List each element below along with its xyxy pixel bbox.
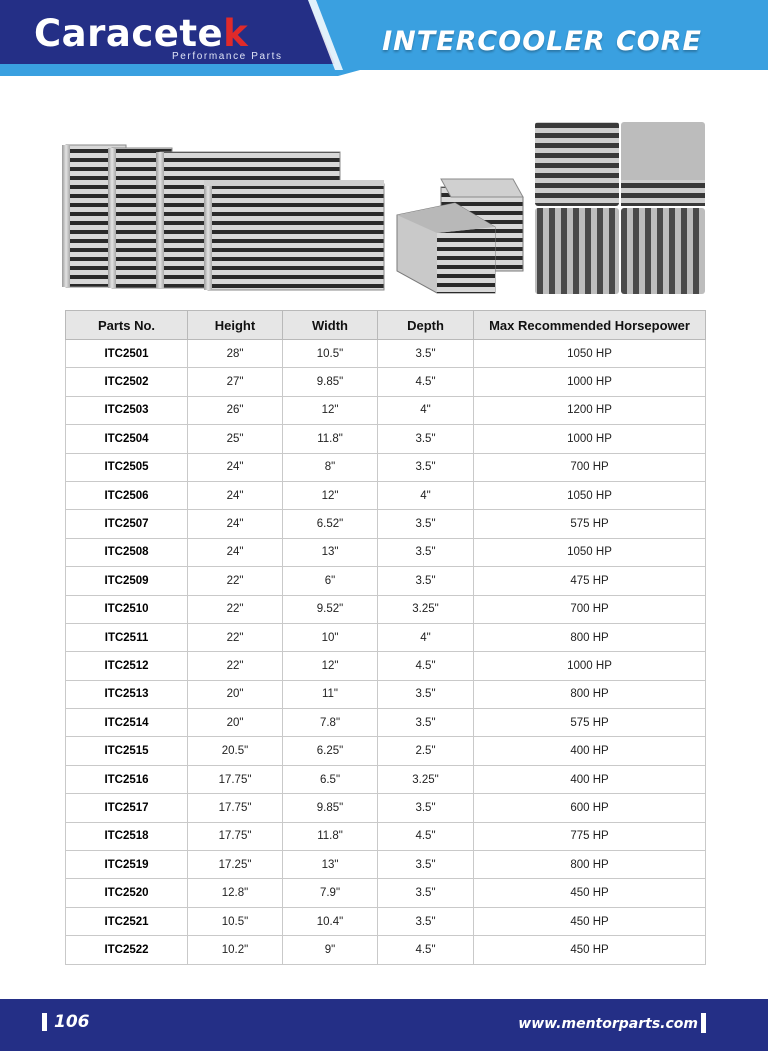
depth-cell: 3.25" — [378, 595, 474, 623]
brand-name-k: k — [223, 12, 249, 55]
width-cell: 10.5" — [283, 340, 378, 368]
depth-cell: 3.5" — [378, 453, 474, 481]
part-number-cell: ITC2522 — [66, 936, 188, 964]
width-cell: 11" — [283, 680, 378, 708]
depth-cell: 3.5" — [378, 680, 474, 708]
max-horsepower-cell: 1000 HP — [474, 425, 706, 453]
max-horsepower-cell: 1050 HP — [474, 481, 706, 509]
table-row — [66, 709, 706, 737]
max-horsepower-cell: 1200 HP — [474, 396, 706, 424]
table-row — [66, 851, 706, 879]
table-row — [66, 822, 706, 850]
header-height: Height — [188, 311, 283, 340]
depth-cell: 4.5" — [378, 652, 474, 680]
part-number-cell: ITC2520 — [66, 879, 188, 907]
website-url: www.mentorparts.com — [518, 1016, 698, 1032]
depth-cell: 3.5" — [378, 425, 474, 453]
max-horsepower-cell: 475 HP — [474, 567, 706, 595]
width-cell: 8" — [283, 453, 378, 481]
height-cell: 20.5" — [188, 737, 283, 765]
header-depth: Depth — [378, 311, 474, 340]
part-number-cell: ITC2516 — [66, 765, 188, 793]
table-row — [66, 907, 706, 935]
header-max-horsepower: Max Recommended Horsepower — [474, 311, 706, 340]
table-header-row — [66, 311, 706, 340]
width-cell: 6.5" — [283, 765, 378, 793]
width-cell: 13" — [283, 851, 378, 879]
part-number-cell: ITC2503 — [66, 396, 188, 424]
brand-logo — [34, 14, 248, 54]
width-cell: 9.85" — [283, 794, 378, 822]
brand-name: Caracete — [34, 12, 224, 55]
height-cell: 27" — [188, 368, 283, 396]
height-cell: 12.8" — [188, 879, 283, 907]
height-cell: 22" — [188, 623, 283, 651]
depth-cell: 3.5" — [378, 907, 474, 935]
page-title: INTERCOOLER CORE — [382, 26, 702, 57]
height-cell: 17.75" — [188, 765, 283, 793]
width-cell: 7.8" — [283, 709, 378, 737]
part-number-cell: ITC2517 — [66, 794, 188, 822]
width-cell: 12" — [283, 396, 378, 424]
table-row — [66, 396, 706, 424]
height-cell: 10.5" — [188, 907, 283, 935]
max-horsepower-cell: 1050 HP — [474, 340, 706, 368]
depth-cell: 3.5" — [378, 794, 474, 822]
table-row — [66, 652, 706, 680]
header-width: Width — [283, 311, 378, 340]
width-cell: 11.8" — [283, 425, 378, 453]
max-horsepower-cell: 1000 HP — [474, 368, 706, 396]
depth-cell: 4.5" — [378, 822, 474, 850]
max-horsepower-cell: 600 HP — [474, 794, 706, 822]
max-horsepower-cell: 575 HP — [474, 510, 706, 538]
width-cell: 9" — [283, 936, 378, 964]
table-body — [66, 340, 706, 965]
depth-cell: 2.5" — [378, 737, 474, 765]
table-row — [66, 567, 706, 595]
part-number-cell: ITC2501 — [66, 340, 188, 368]
depth-cell: 4" — [378, 481, 474, 509]
table-row — [66, 595, 706, 623]
table-row — [66, 623, 706, 651]
width-cell: 10.4" — [283, 907, 378, 935]
depth-cell: 4" — [378, 623, 474, 651]
height-cell: 17.75" — [188, 822, 283, 850]
footer-divider — [701, 1013, 706, 1033]
table-row — [66, 879, 706, 907]
max-horsepower-cell: 800 HP — [474, 851, 706, 879]
page-number: 106 — [42, 1013, 90, 1031]
table-row — [66, 538, 706, 566]
max-horsepower-cell: 775 HP — [474, 822, 706, 850]
part-number-cell: ITC2505 — [66, 453, 188, 481]
width-cell: 13" — [283, 538, 378, 566]
part-number-cell: ITC2515 — [66, 737, 188, 765]
depth-cell: 3.5" — [378, 510, 474, 538]
part-number-cell: ITC2502 — [66, 368, 188, 396]
part-number-cell: ITC2513 — [66, 680, 188, 708]
depth-cell: 3.5" — [378, 879, 474, 907]
core-pair-image — [395, 175, 525, 295]
height-cell: 20" — [188, 709, 283, 737]
depth-cell: 4" — [378, 396, 474, 424]
page-header — [0, 0, 768, 80]
width-cell: 6.52" — [283, 510, 378, 538]
height-cell: 22" — [188, 567, 283, 595]
depth-cell: 3.5" — [378, 567, 474, 595]
height-cell: 22" — [188, 652, 283, 680]
width-cell: 11.8" — [283, 822, 378, 850]
table-row — [66, 765, 706, 793]
core-detail-grid-image — [535, 122, 705, 294]
table-row — [66, 510, 706, 538]
brand-tagline: Performance Parts — [172, 51, 283, 62]
max-horsepower-cell: 700 HP — [474, 595, 706, 623]
table-row — [66, 368, 706, 396]
table-row — [66, 340, 706, 368]
table-row — [66, 936, 706, 964]
spec-table — [65, 310, 706, 965]
product-photos — [0, 110, 768, 300]
part-number-cell: ITC2506 — [66, 481, 188, 509]
table-row — [66, 425, 706, 453]
max-horsepower-cell: 400 HP — [474, 765, 706, 793]
height-cell: 17.25" — [188, 851, 283, 879]
header-part-number: Parts No. — [66, 311, 188, 340]
table-row — [66, 737, 706, 765]
max-horsepower-cell: 700 HP — [474, 453, 706, 481]
height-cell: 24" — [188, 481, 283, 509]
max-horsepower-cell: 800 HP — [474, 680, 706, 708]
depth-cell: 4.5" — [378, 368, 474, 396]
part-number-cell: ITC2521 — [66, 907, 188, 935]
depth-cell: 3.25" — [378, 765, 474, 793]
max-horsepower-cell: 800 HP — [474, 623, 706, 651]
table-row — [66, 453, 706, 481]
height-cell: 10.2" — [188, 936, 283, 964]
width-cell: 10" — [283, 623, 378, 651]
part-number-cell: ITC2512 — [66, 652, 188, 680]
max-horsepower-cell: 575 HP — [474, 709, 706, 737]
width-cell: 12" — [283, 481, 378, 509]
width-cell: 6" — [283, 567, 378, 595]
part-number-cell: ITC2510 — [66, 595, 188, 623]
part-number-cell: ITC2519 — [66, 851, 188, 879]
max-horsepower-cell: 450 HP — [474, 907, 706, 935]
height-cell: 17.75" — [188, 794, 283, 822]
height-cell: 25" — [188, 425, 283, 453]
height-cell: 26" — [188, 396, 283, 424]
height-cell: 24" — [188, 453, 283, 481]
part-number-cell: ITC2511 — [66, 623, 188, 651]
part-number-cell: ITC2504 — [66, 425, 188, 453]
depth-cell: 3.5" — [378, 538, 474, 566]
max-horsepower-cell: 1000 HP — [474, 652, 706, 680]
width-cell: 9.85" — [283, 368, 378, 396]
width-cell: 9.52" — [283, 595, 378, 623]
height-cell: 24" — [188, 510, 283, 538]
table-row — [66, 794, 706, 822]
height-cell: 20" — [188, 680, 283, 708]
max-horsepower-cell: 450 HP — [474, 879, 706, 907]
table-row — [66, 481, 706, 509]
part-number-cell: ITC2507 — [66, 510, 188, 538]
part-number-cell: ITC2514 — [66, 709, 188, 737]
depth-cell: 3.5" — [378, 709, 474, 737]
width-cell: 7.9" — [283, 879, 378, 907]
part-number-cell: ITC2518 — [66, 822, 188, 850]
depth-cell: 3.5" — [378, 851, 474, 879]
width-cell: 12" — [283, 652, 378, 680]
max-horsepower-cell: 450 HP — [474, 936, 706, 964]
part-number-cell: ITC2509 — [66, 567, 188, 595]
height-cell: 22" — [188, 595, 283, 623]
width-cell: 6.25" — [283, 737, 378, 765]
depth-cell: 3.5" — [378, 340, 474, 368]
part-number-cell: ITC2508 — [66, 538, 188, 566]
page-footer — [0, 999, 768, 1051]
table-row — [66, 680, 706, 708]
core-stack-image — [60, 140, 390, 300]
height-cell: 28" — [188, 340, 283, 368]
height-cell: 24" — [188, 538, 283, 566]
max-horsepower-cell: 400 HP — [474, 737, 706, 765]
max-horsepower-cell: 1050 HP — [474, 538, 706, 566]
depth-cell: 4.5" — [378, 936, 474, 964]
